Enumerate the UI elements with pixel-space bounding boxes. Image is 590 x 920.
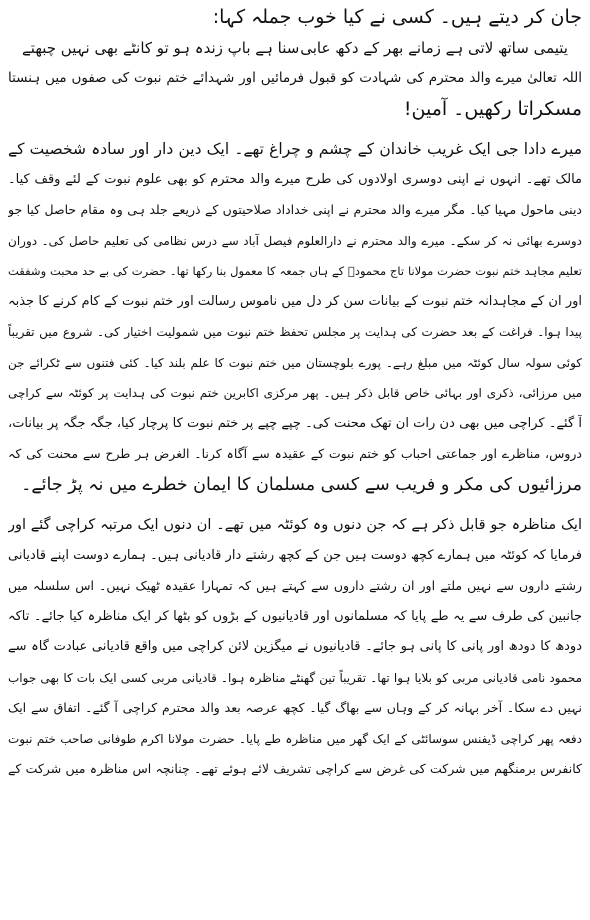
- paragraph-gap: [8, 124, 582, 134]
- text-line: مالک تھے۔ انہوں نے اپنی دوسری اولادوں کی طرح میرے والد محترم کو بھی علوم نبوت کے لئے وقف کیا۔: [8, 171, 582, 187]
- text-line: کوئی سولہ سال کوئٹہ میں مبلغ رہے۔ پورے بلوچستان میں ختم نبوت کا علم بلند کیا۔ کئی فتنوں سے ٹکرائے جن: [8, 355, 582, 370]
- text-line: تعلیم مجاہد ختم نبوت حضرت مولانا تاج محمودؒ کے ہاں جمعہ کا معمول بنا رکھا تھا۔ حضرت کی بے حد محبت وشفقت: [8, 264, 582, 278]
- text-line: آ گئے۔ کراچی میں بھی دن رات ان تھک محنت کی۔ چپے چپے پر ختم نبوت کا پرچار کیا، جگہ جگہ پر بیانات،: [8, 415, 582, 431]
- text-line: اللہ تعالیٰ میرے والد محترم کی شہادت کو قبول فرمائیں اور شہدائے ختم نبوت کی صفوں میں ہنستا: [8, 70, 582, 86]
- text-line: فرمایا کہ کوئٹہ میں ہمارے کچھ دوست ہیں جن کے کچھ رشتے دار قادیانی ہیں۔ ہمارے دوست اپنے قادیانی: [8, 547, 582, 563]
- text-line: رشتے داروں سے نہیں ملتے اور ان رشتے داروں سے کہتے ہیں کہ تمہارا عقیدہ ٹھیک نہیں۔ اس سلسلہ میں: [8, 578, 582, 593]
- text-line: مرزائیوں کی مکر و فریب سے کسی مسلمان کا ایمان خطرے میں نہ پڑ جائے۔: [21, 474, 582, 495]
- text-line: دوسرے بھائی نہ کر سکے۔ میرے والد محترم نے دارالعلوم فیصل آباد سے درس نظامی کی تعلیم حاصل کی۔ دوران: [8, 233, 582, 248]
- text-line: دینی ماحول مہیا کیا۔ مگر میرے والد محترم نے اپنی خداداد صلاحیتوں کے ذریعے جلد ہی وہ مقام حاصل کیا جو: [8, 202, 582, 217]
- text-line: دروس، مناظرے اور جماعتی احباب کو ختم نبوت کے عقیدہ سے آگاہ کرنا۔ الغرض ہر طرح سے محنت کی کہ: [8, 446, 582, 461]
- text-line: اور ان کے مجاہدانہ ختم نبوت کے بیانات سن کر دل میں ناموس رسالت اور ختم نبوت کے کام کرنے کا جذبہ: [8, 293, 582, 309]
- verse-second-hemistich: سنا ہے باپ زندہ ہو تو کانٹے بھی نہیں چبھتے: [22, 38, 300, 57]
- paragraph-gap: [8, 500, 582, 510]
- poetry-couplet: [8, 33, 582, 64]
- paragraph-1: [8, 134, 582, 500]
- paragraph-2: [8, 510, 582, 785]
- text-line: جان کر دیتے ہیں۔ کسی نے کیا خوب جملہ کہا:: [212, 6, 582, 28]
- text-line: دفعہ پھر کراچی ڈیفنس سوسائٹی کے ایک گھر میں مناظرہ طے پایا۔ حضرت مولانا اکرم طوفانی صاحب ختم نبوت: [8, 731, 582, 746]
- text-line: نہیں دے سکا۔ آخر بہانہ کر کے وہاں سے بھاگ گیا۔ کچھ عرصہ بعد والد محترم کراچی آ گئے۔ اتفاق سے ایک: [8, 700, 582, 715]
- text-line: میں مرزائی، ذکری اور بہائی خاص قابل ذکر ہیں۔ پھر مرکزی اکابرین ختم نبوت کی ہدایت پر کوئٹہ سے کراچی: [8, 386, 582, 400]
- text-line: مسکراتا رکھیں۔ آمین!: [403, 97, 582, 120]
- text-line: میرے دادا جی ایک غریب خاندان کے چشم و چراغ تھے۔ ایک دین دار اور سادہ شخصیت کے: [8, 140, 582, 158]
- text-line: دودھ کا دودھ اور پانی کا پانی ہو جائے۔ قادیانیوں نے میگزین لائن کراچی میں واقع قادیانی عبادت گاہ سے: [8, 639, 582, 654]
- text-line: ایک مناظرہ جو قابل ذکر ہے کہ جن دنوں وہ کوئٹہ میں تھے۔ ان دنوں ایک مرتبہ کراچی گئے اور: [8, 517, 582, 533]
- verse-first-hemistich: یتیمی ساتھ لاتی ہے زمانے بھر کے دکھ عابی: [300, 38, 568, 57]
- text-line: محمود نامی قادیانی مربی کو بلایا ہوا تھا۔ تقریباً تین گھنٹے مناظرہ ہوا۔ قادیانی مربی کسی ایک بات کا بھی جواب: [8, 670, 582, 685]
- text-line: پیدا ہوا۔ فراغت کے بعد حضرت کی ہدایت پر مجلس تحفظ ختم نبوت میں شمولیت اختیار کی۔ شروع میں تقریباً: [8, 325, 582, 339]
- text-line: کانفرس برمنگھم میں شرکت کی غرض سے کراچی تشریف لائے ہوئے تھے۔ چنانچہ اس مناظرہ میں شرکت کے: [8, 761, 582, 776]
- text-line: جانبین کی طرف سے یہ طے پایا کہ مسلمانوں اور قادیانیوں کے بڑوں کو بٹھا کر ایک مناظرہ کیا جائے۔ تاکہ: [8, 608, 582, 624]
